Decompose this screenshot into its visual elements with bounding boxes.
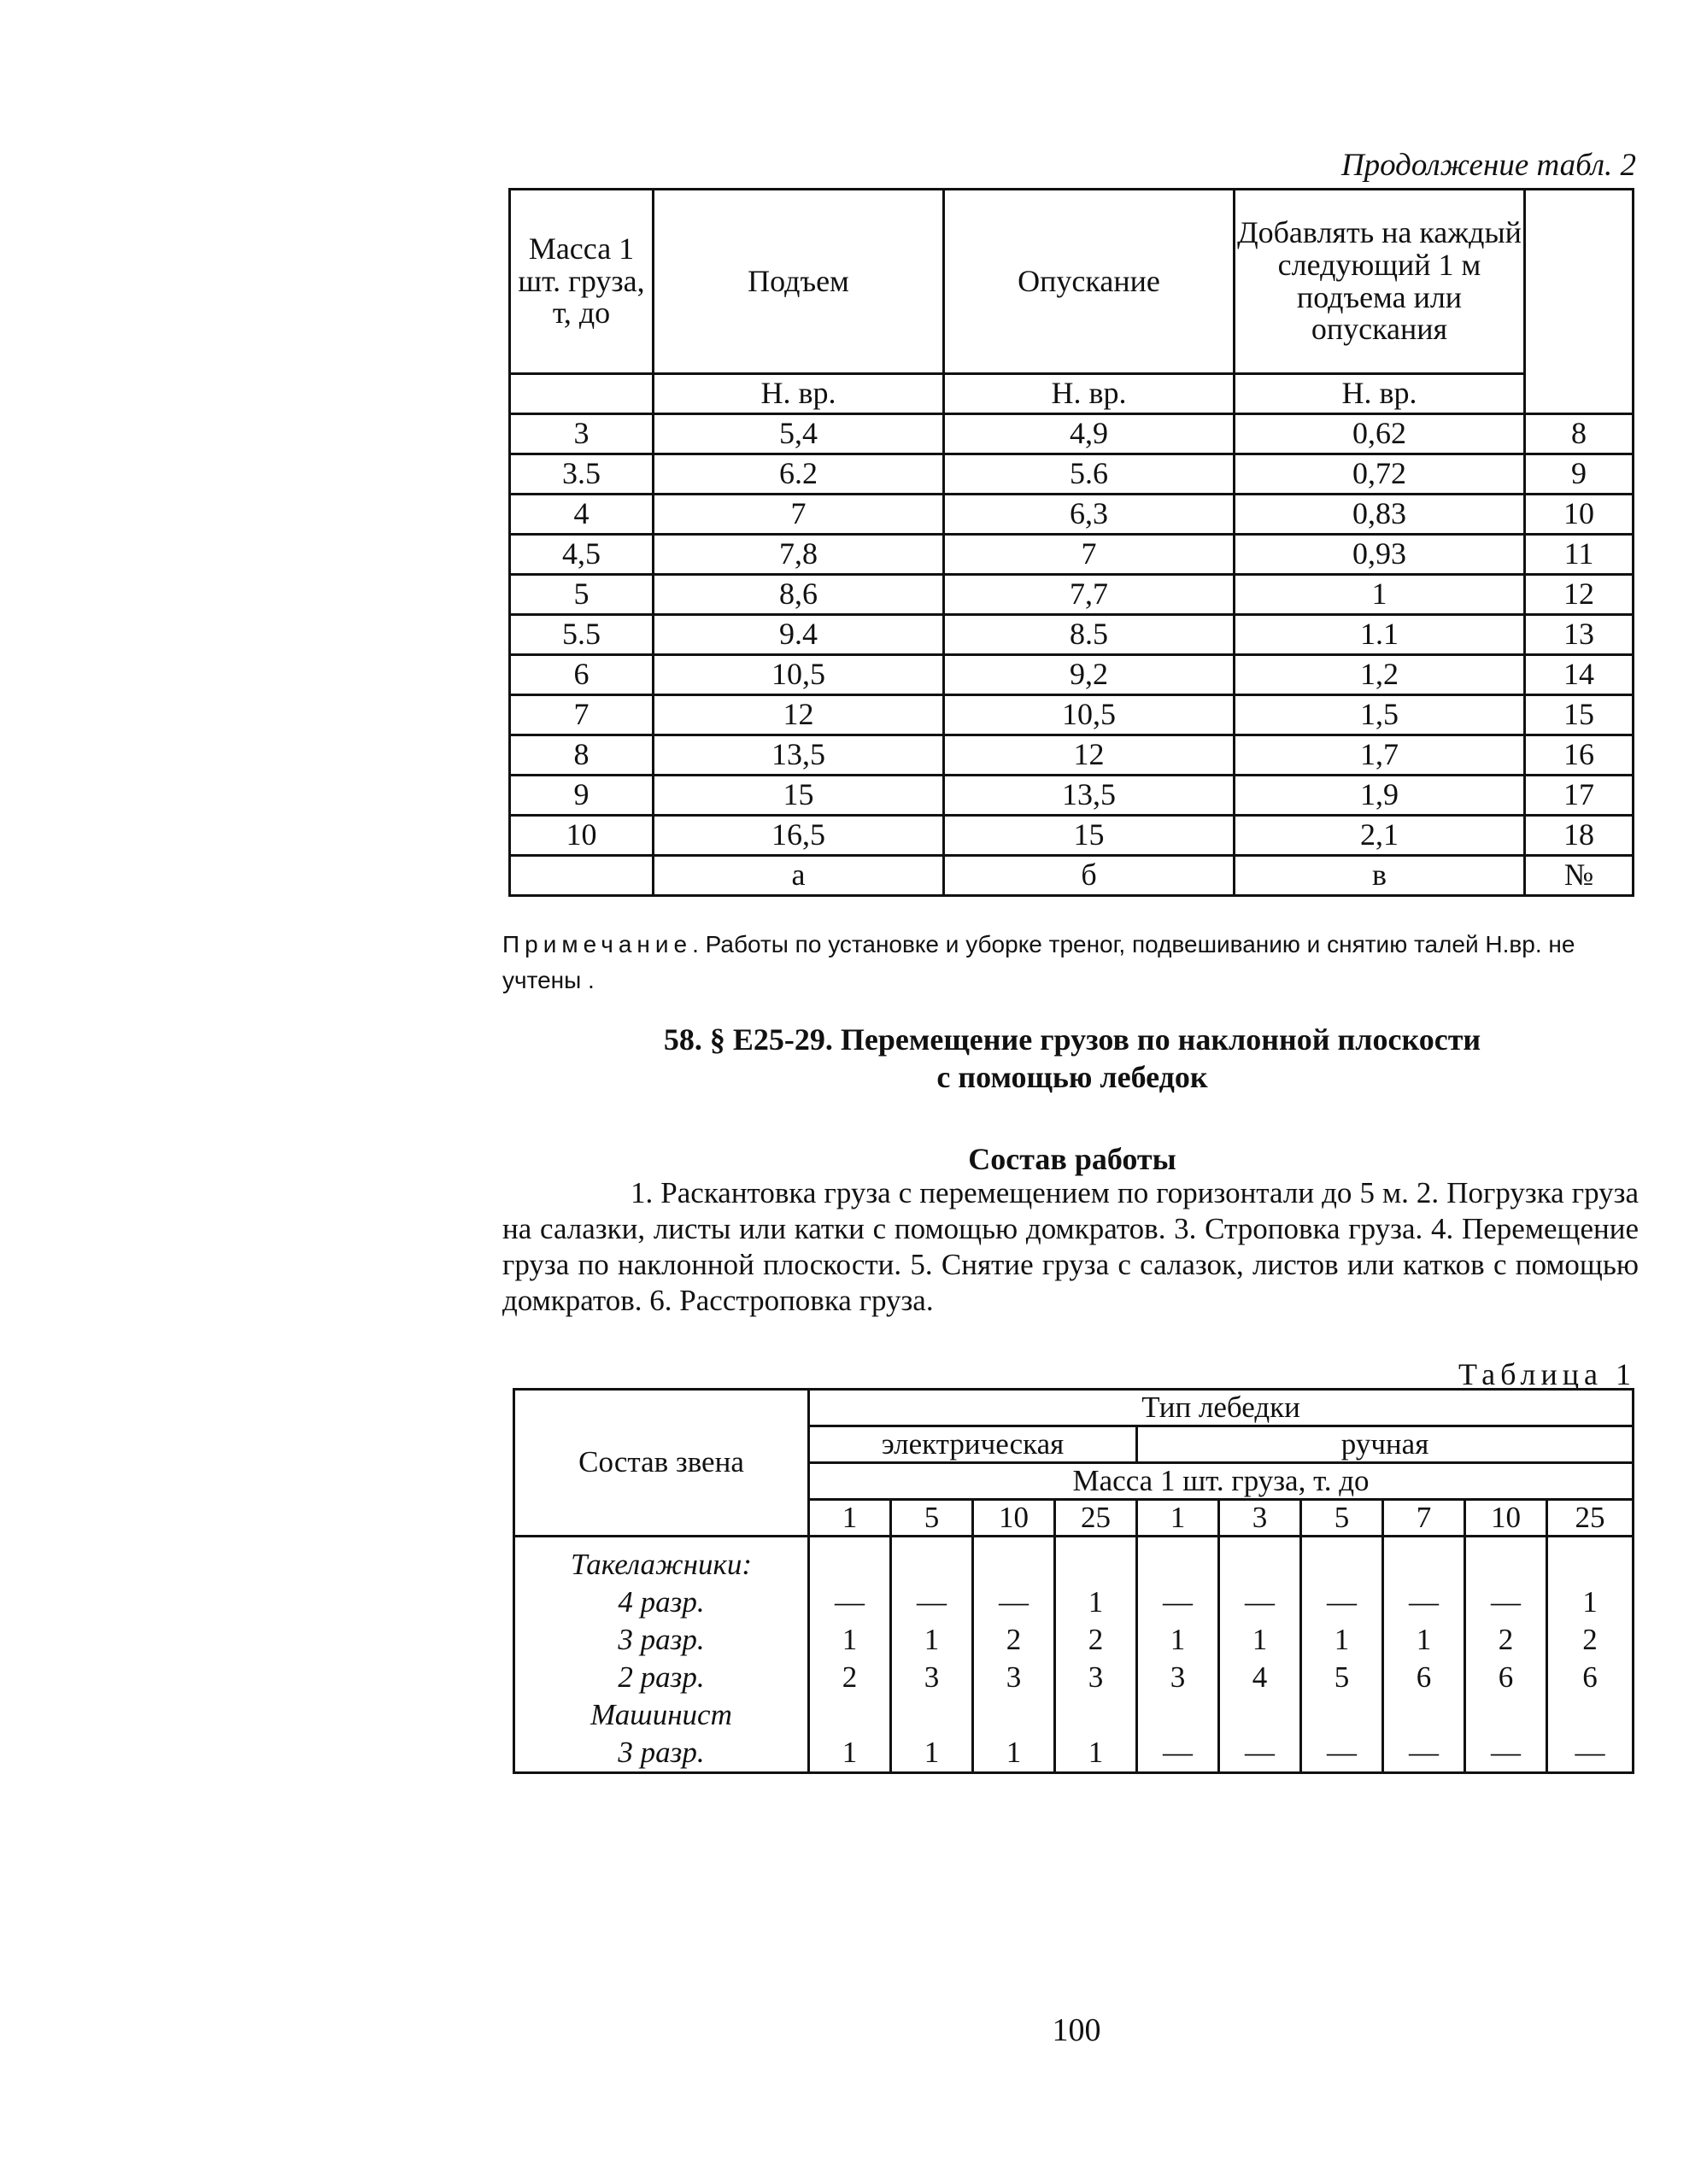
crew-count: 6 [1582,1660,1598,1694]
crew-count [1384,1696,1464,1734]
crew-count: 4 [1252,1660,1268,1694]
table-row [510,495,1634,535]
table-row [510,776,1634,816]
table-note [502,927,1639,998]
table-row [510,695,1634,735]
crew-count: 1 [1582,1585,1598,1619]
crew-count: 5 [1334,1660,1350,1694]
cell-add: 2,1 [1235,816,1525,856]
cell-num: 14 [1525,655,1634,695]
crew-count: 1 [1252,1623,1268,1656]
crew-count [1138,1546,1217,1584]
cell-lift: 13,5 [654,735,944,776]
continuation-label: Продолжение табл. 2 [1340,148,1636,183]
crew-count [810,1696,889,1734]
cell-lower: 6,3 [944,495,1235,535]
header-mass: Масса 1 шт. груза, т, до [510,190,654,374]
unit-add: Н. вр. [1235,374,1525,414]
crew-count: — [1327,1736,1357,1769]
crew-header: Состав звена [514,1390,809,1537]
crew-count [1548,1696,1632,1734]
cell-mass: 8 [510,735,654,776]
unit-lower: Н. вр. [944,374,1235,414]
crew-count: 2 [842,1660,858,1694]
winch-type-header: Тип лебедки [809,1390,1634,1426]
crew-count: — [1163,1736,1193,1769]
crew-count: 1 [1088,1585,1104,1619]
crew-count-cell [1055,1537,1137,1773]
cell-num: 17 [1525,776,1634,816]
crew-count: 3 [1088,1660,1104,1694]
section-title-line2: с помощью лебедок [936,1060,1208,1094]
mass-value: 25 [1055,1500,1137,1537]
crew-count [974,1696,1053,1734]
cell-add: в [1235,856,1525,896]
cell-mass: 4 [510,495,654,535]
cell-lower: 13,5 [944,776,1235,816]
mass-value: 3 [1219,1500,1301,1537]
mass-value: 1 [1137,1500,1219,1537]
table-footer-row [510,856,1634,896]
cell-num: 11 [1525,535,1634,575]
mass-value: 1 [809,1500,891,1537]
mass-value: 7 [1383,1500,1465,1537]
crew-count: 1 [1170,1623,1186,1656]
mass-value: 5 [891,1500,973,1537]
crew-names-cell [514,1537,809,1773]
crew-count-cell [1219,1537,1301,1773]
crew-count: 1 [842,1736,858,1769]
crew-count: 1 [924,1623,940,1656]
crew-count: — [835,1585,865,1619]
crew-count: 2 [1088,1623,1104,1656]
crew-count-cell [1137,1537,1219,1773]
cell-num: 13 [1525,615,1634,655]
table-row [510,414,1634,454]
cell-lower: 4,9 [944,414,1235,454]
crew-count: — [1163,1585,1193,1619]
crew-count-cell [1301,1537,1383,1773]
cell-num: 16 [1525,735,1634,776]
cell-mass: 10 [510,816,654,856]
header-add: Добавлять на каждый следующий 1 м подъема или опускания [1235,190,1525,374]
crew-count: — [1327,1585,1357,1619]
cell-num: 15 [1525,695,1634,735]
crew-count [1302,1546,1381,1584]
cell-lift: 9.4 [654,615,944,655]
crew-count: 1 [842,1623,858,1656]
crew-count [1384,1546,1464,1584]
section-subtitle: Состав работы [968,1142,1176,1176]
crew-count: — [1245,1736,1275,1769]
crew-count [1466,1546,1546,1584]
cell-add: 1,7 [1235,735,1525,776]
norms-table-continued [508,188,1634,897]
note-label: Примечание [502,931,693,957]
cell-add: 0,72 [1235,454,1525,495]
cell-lift: а [654,856,944,896]
section-text: 1. Раскантовка груза с перемещением по горизонтали до 5 м. 2. Погрузка груза на салазки, листы или катки с помощью домкратов. 3. Строповка груза. 4. Перемещение груза по наклонной плоскости. 5. Снятие груза с салазок, листов или катков с помощью домкратов. 6. Расстроповка груза. [502,1176,1639,1317]
cell-mass: 3.5 [510,454,654,495]
page-number: 100 [1052,2012,1101,2048]
table-row [510,575,1634,615]
cell-mass: 6 [510,655,654,695]
cell-lift: 10,5 [654,655,944,695]
cell-mass: 5.5 [510,615,654,655]
crew-count-cell [1383,1537,1465,1773]
crew-count-cell [891,1537,973,1773]
crew-count [1220,1546,1299,1584]
table-row [510,615,1634,655]
table-row [510,735,1634,776]
crew-count [1138,1696,1217,1734]
cell-lift: 12 [654,695,944,735]
cell-add: 0,83 [1235,495,1525,535]
cell-add: 1 [1235,575,1525,615]
cell-mass [510,856,654,896]
crew-count: 1 [1334,1623,1350,1656]
cell-lift: 6.2 [654,454,944,495]
mass-value: 25 [1547,1500,1634,1537]
cell-mass: 4,5 [510,535,654,575]
electric-header: электрическая [809,1426,1137,1463]
note-text: . Работы по установке и уборке треног, подвешиванию и снятию талей Н.вр. не учтены . [502,931,1575,993]
mass-value: 5 [1301,1500,1383,1537]
crew-count [974,1546,1053,1584]
cell-num: 8 [1525,414,1634,454]
header-unit-empty [510,374,654,414]
mass-header: Масса 1 шт. груза, т. до [809,1463,1634,1500]
manual-header: ручная [1137,1426,1634,1463]
crew-count [1220,1696,1299,1734]
cell-mass: 3 [510,414,654,454]
crew-count: 6 [1498,1660,1514,1694]
cell-lower: 15 [944,816,1235,856]
table-row [510,454,1634,495]
crew-count: 1 [1416,1623,1432,1656]
mass-value: 10 [973,1500,1055,1537]
mass-value: 10 [1465,1500,1547,1537]
crew-count [892,1546,971,1584]
crew-count: 1 [1006,1736,1022,1769]
crew-count: — [1409,1585,1439,1619]
cell-lower: 5.6 [944,454,1235,495]
section-title [504,1021,1640,1096]
crew-count [1056,1546,1135,1584]
crew-count [810,1546,889,1584]
cell-add: 0,93 [1235,535,1525,575]
crew-count: — [999,1585,1029,1619]
header-lower: Опускание [944,190,1235,374]
crew-count [1056,1696,1135,1734]
cell-add: 1,9 [1235,776,1525,816]
crew-count [1302,1696,1381,1734]
cell-lower: 8.5 [944,615,1235,655]
crew-count-cell [809,1537,891,1773]
cell-lower: 10,5 [944,695,1235,735]
section-title-line1: 58. § Е25-29. Перемещение грузов по наклонной плоскости [663,1022,1481,1057]
crew-count: 2 [1006,1623,1022,1656]
table-row [510,655,1634,695]
cell-lift: 5,4 [654,414,944,454]
cell-mass: 5 [510,575,654,615]
crew-count: — [1245,1585,1275,1619]
cell-num: 12 [1525,575,1634,615]
cell-add: 1,5 [1235,695,1525,735]
header-lift: Подъем [654,190,944,374]
cell-lower: б [944,856,1235,896]
crew-name: 4 разр. [618,1585,705,1619]
crew-count-cell [1465,1537,1547,1773]
crew-count-cell [1547,1537,1634,1773]
crew-name: 3 разр. [618,1623,705,1656]
table1-label: Таблица 1 [1458,1357,1636,1391]
cell-lower: 7,7 [944,575,1235,615]
crew-count: 2 [1582,1623,1598,1656]
crew-count: — [1575,1736,1605,1769]
cell-lift: 7 [654,495,944,535]
cell-add: 1.1 [1235,615,1525,655]
table-row [510,535,1634,575]
crew-count: 3 [1170,1660,1186,1694]
cell-lower: 7 [944,535,1235,575]
cell-num: 18 [1525,816,1634,856]
crew-count: 2 [1498,1623,1514,1656]
crew-count: 3 [1006,1660,1022,1694]
cell-lift: 8,6 [654,575,944,615]
crew-count [1466,1696,1546,1734]
crew-count: — [1409,1736,1439,1769]
unit-lift: Н. вр. [654,374,944,414]
cell-num: 10 [1525,495,1634,535]
cell-add: 0,62 [1235,414,1525,454]
crew-count [892,1696,971,1734]
crew-name: Такелажники: [571,1548,752,1581]
cell-mass: 7 [510,695,654,735]
crew-table [513,1388,1634,1774]
cell-mass: 9 [510,776,654,816]
crew-count: 1 [1088,1736,1104,1769]
crew-name: 3 разр. [618,1736,705,1769]
cell-lower: 9,2 [944,655,1235,695]
crew-count: — [1491,1736,1521,1769]
cell-lift: 7,8 [654,535,944,575]
crew-count: 6 [1416,1660,1432,1694]
cell-lower: 12 [944,735,1235,776]
crew-count-cell [973,1537,1055,1773]
cell-add: 1,2 [1235,655,1525,695]
cell-num: 9 [1525,454,1634,495]
crew-name: 2 разр. [618,1660,705,1694]
cell-lift: 15 [654,776,944,816]
cell-lift: 16,5 [654,816,944,856]
crew-count [1548,1546,1632,1584]
table-row [510,816,1634,856]
crew-count: — [917,1585,947,1619]
crew-name: Машинист [590,1698,732,1731]
crew-count: 1 [924,1736,940,1769]
crew-count: — [1491,1585,1521,1619]
cell-num: № [1525,856,1634,896]
crew-count: 3 [924,1660,940,1694]
header-num-empty [1525,190,1634,414]
